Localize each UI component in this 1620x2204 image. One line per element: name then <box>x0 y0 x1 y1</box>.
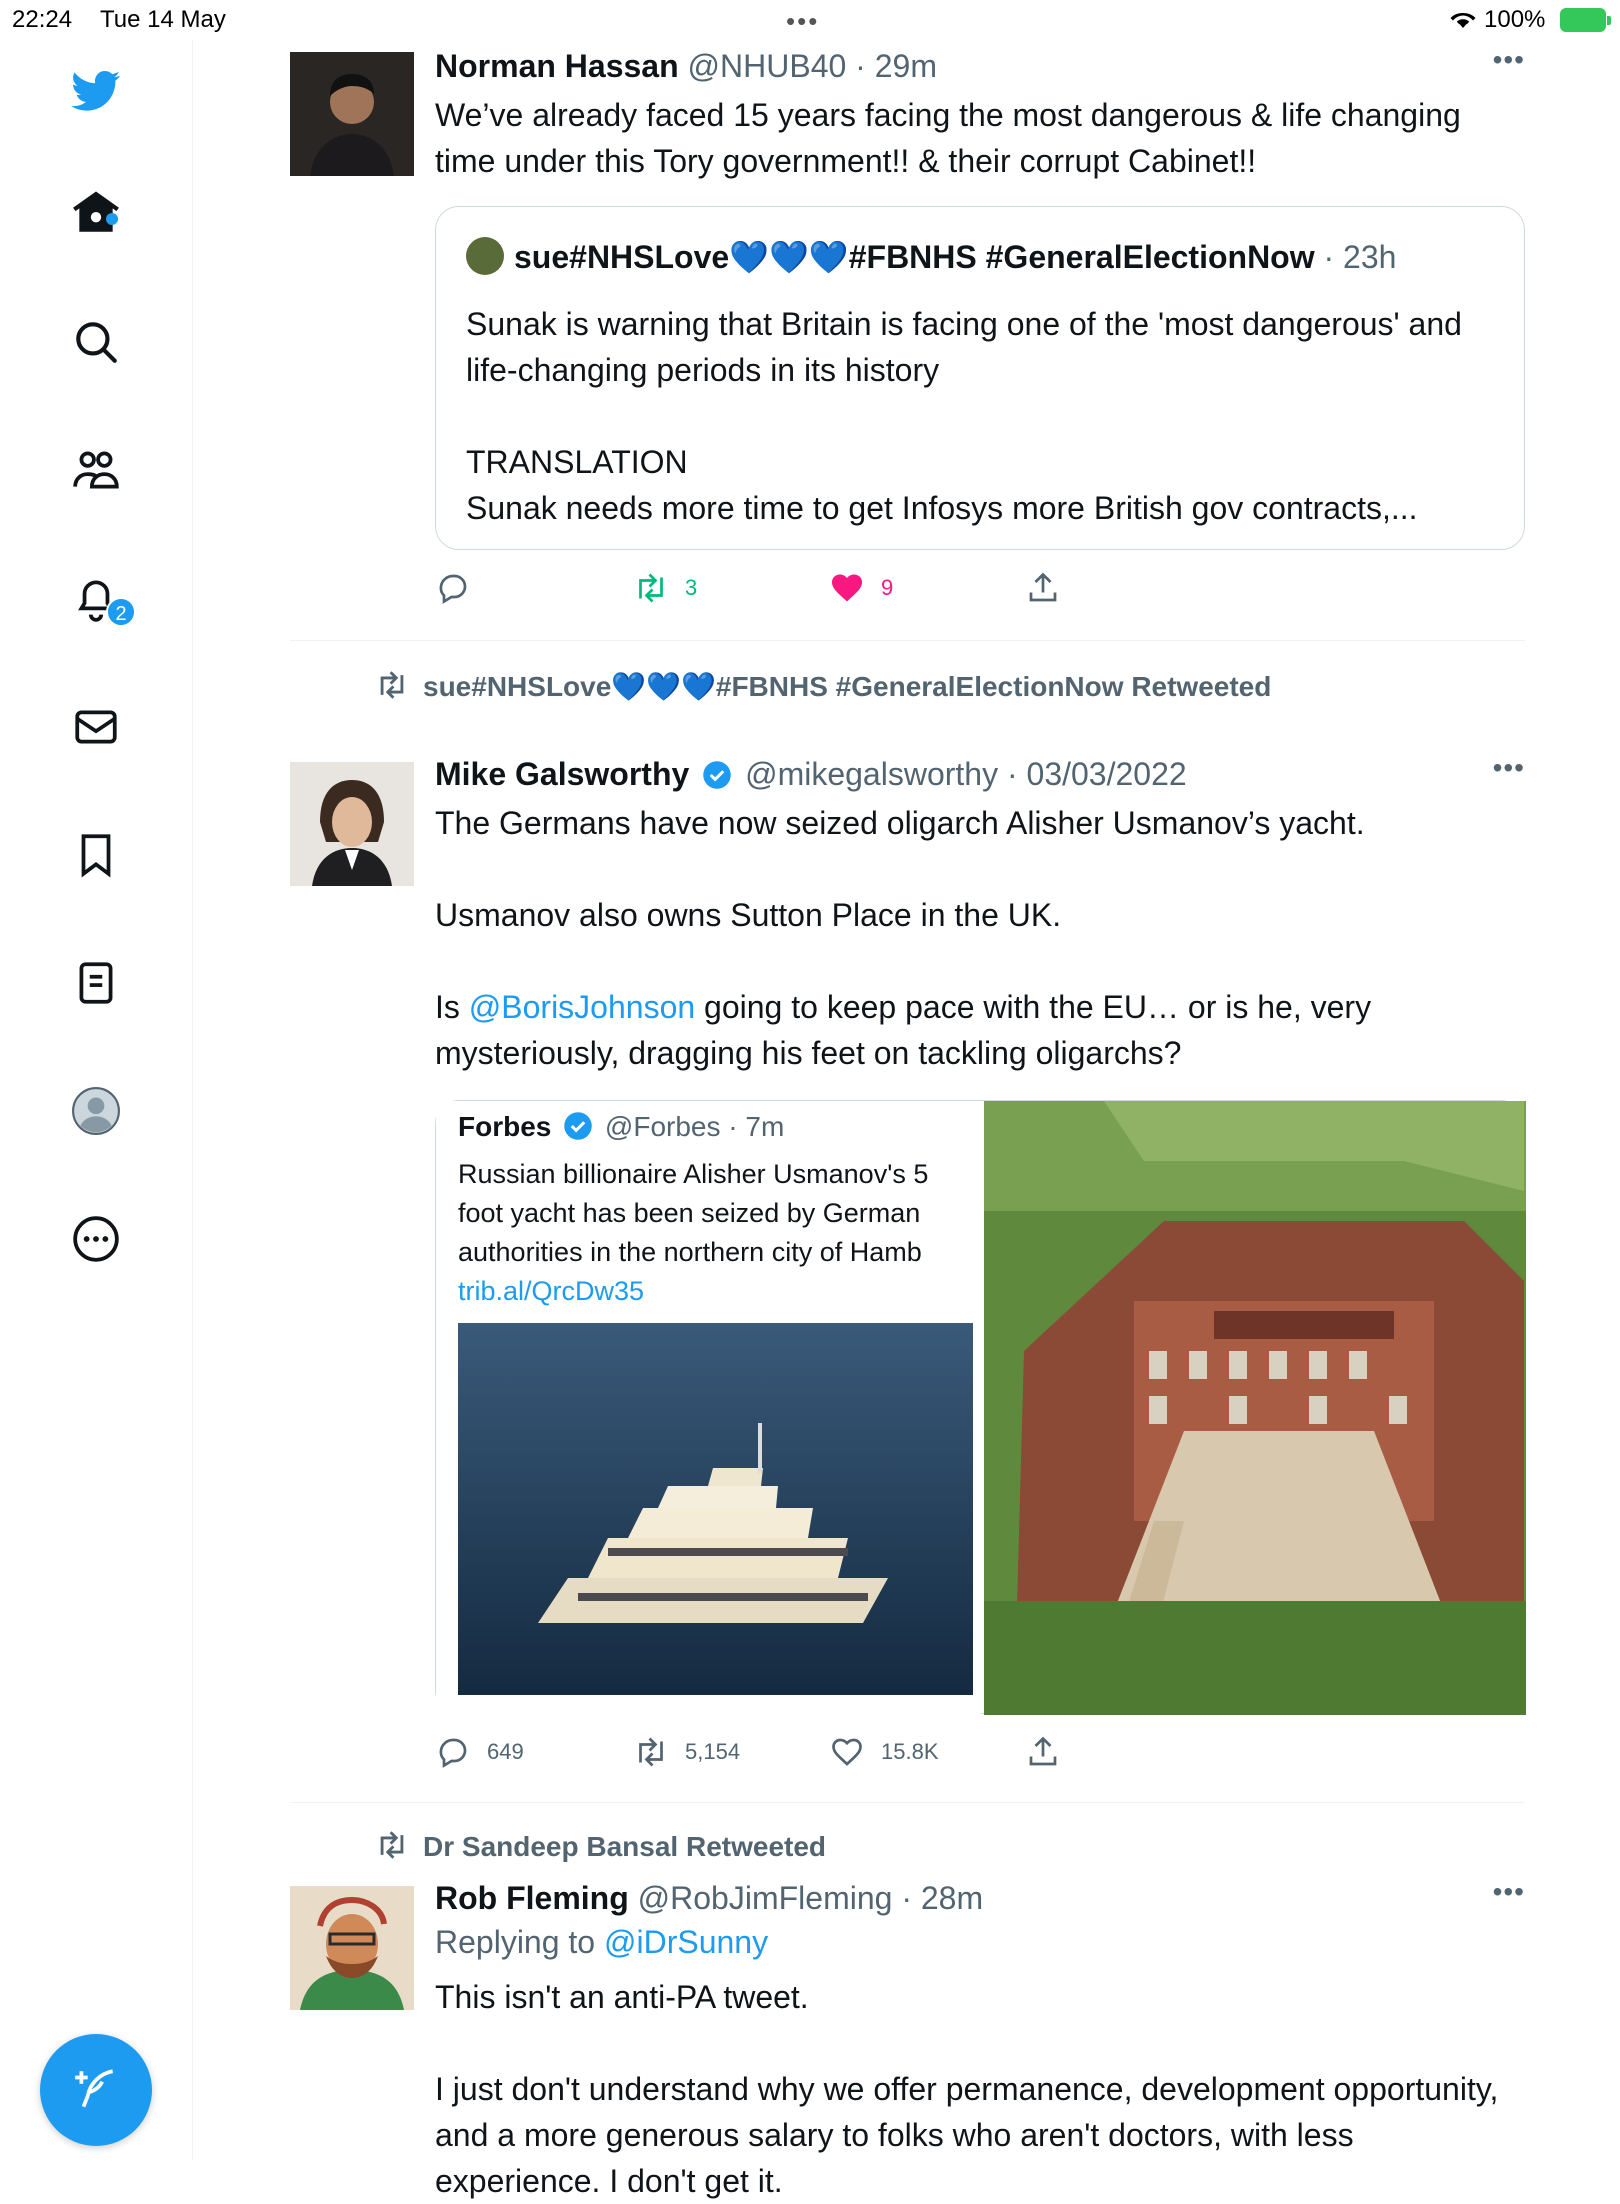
share-button[interactable] <box>1025 570 1077 606</box>
battery-icon <box>1560 8 1606 32</box>
yacht-image <box>458 1323 973 1695</box>
forbes-text-line: Russian billionaire Alisher Usmanov's 5 <box>458 1159 929 1189</box>
share-icon <box>1025 1734 1061 1770</box>
tweet-time[interactable]: 28m <box>920 1880 984 1916</box>
reply-icon <box>435 570 471 606</box>
divider <box>290 640 1525 641</box>
like-button[interactable] <box>829 1734 939 1770</box>
multitasking-dots-icon[interactable]: ••• <box>786 6 820 36</box>
tweet-time[interactable]: 03/03/2022 <box>1026 756 1187 792</box>
tweet-actions <box>435 1734 1115 1774</box>
quoted-avatar <box>466 237 504 275</box>
verified-badge-icon <box>702 760 732 790</box>
forbes-text-line: authorities in the northern city of Hamb <box>458 1237 922 1267</box>
tweet-actions <box>435 570 1115 610</box>
retweet-icon <box>375 1828 409 1862</box>
tweet-time[interactable]: 29m <box>874 48 937 84</box>
reply-icon <box>435 1734 471 1770</box>
search-icon[interactable] <box>66 312 126 372</box>
author-handle[interactable]: @NHUB40 <box>687 48 847 84</box>
avatar[interactable] <box>290 52 414 176</box>
notifications-badge: 2 <box>106 597 136 627</box>
like-count: 15.8K <box>881 1739 939 1764</box>
tweet-text-part-2: going to keep pace with the EU… or is he, very mysteriously, dragging his feet on tackling oligarchs? <box>435 989 1380 1071</box>
quoted-author-name: sue#NHSLove💙💙💙#FBNHS #GeneralElectionNow <box>514 239 1315 275</box>
divider <box>290 1802 1525 1803</box>
avatar[interactable] <box>290 1886 414 2010</box>
retweeted-by <box>375 668 1271 703</box>
mention-link[interactable]: @BorisJohnson <box>468 989 696 1025</box>
more-icon[interactable] <box>66 1209 126 1269</box>
quoted-tweet-text: Sunak is warning that Britain is facing one of the 'most dangerous' and life-changing periods in its history TRANSLATION Sunak needs more time to get Infosys more British gov contracts,... <box>466 306 1462 526</box>
reply-button[interactable] <box>435 570 487 606</box>
retweet-count: 3 <box>685 575 698 600</box>
compose-tweet-icon <box>71 2065 121 2115</box>
communities-icon[interactable] <box>66 440 126 500</box>
forbes-link: trib.al/QrcDw35 <box>458 1276 645 1306</box>
retweeted-by-label[interactable]: Dr Sandeep Bansal Retweeted <box>423 1831 827 1862</box>
home-unread-dot <box>106 213 118 225</box>
more-options-icon[interactable]: ••• <box>1492 44 1525 75</box>
forbes-text-line: foot yacht has been seized by German <box>458 1198 921 1228</box>
reply-count: 649 <box>487 1739 524 1764</box>
media-image-forbes-screenshot[interactable] <box>436 1101 981 1715</box>
tweet-header: Rob Fleming @RobJimFleming · 28m <box>435 1880 984 1916</box>
reply-button[interactable] <box>435 1734 524 1770</box>
status-time: 22:24 <box>12 6 73 33</box>
replying-to <box>435 1920 1525 1964</box>
retweet-button[interactable] <box>633 1734 740 1770</box>
more-options-icon[interactable]: ••• <box>1492 1876 1525 1907</box>
replying-to-label: Replying to <box>435 1924 604 1960</box>
share-button[interactable] <box>1025 1734 1077 1770</box>
wifi-icon <box>1448 6 1478 37</box>
heart-icon <box>829 1734 865 1770</box>
retweet-icon <box>633 570 669 606</box>
heart-filled-icon <box>829 570 865 606</box>
share-icon <box>1025 570 1061 606</box>
more-options-icon[interactable]: ••• <box>1492 752 1525 783</box>
sidebar <box>0 40 193 2160</box>
forbes-text <box>458 1155 978 1311</box>
forbes-header <box>458 1111 784 1143</box>
tweet-text: We’ve already faced 15 years facing the most dangerous & life changing time under this Tory government!! & their corrupt Cabinet!! <box>435 97 1470 179</box>
lists-icon[interactable] <box>66 953 126 1013</box>
profile-icon[interactable] <box>66 1081 126 1141</box>
messages-icon[interactable] <box>66 697 126 757</box>
tweet-media[interactable] <box>435 1100 1525 1714</box>
retweet-button[interactable] <box>633 570 697 606</box>
retweeted-by <box>375 1828 826 1863</box>
bookmarks-icon[interactable] <box>66 825 126 885</box>
forbes-name: Forbes <box>458 1111 552 1142</box>
like-button[interactable] <box>829 570 893 606</box>
battery-percent: 100% <box>1484 6 1546 33</box>
retweeted-by-label[interactable]: sue#NHSLove💙💙💙#FBNHS #GeneralElectionNow Retweeted <box>423 671 1272 702</box>
quoted-tweet[interactable] <box>435 206 1525 550</box>
retweet-icon <box>633 1734 669 1770</box>
forbes-handle: @Forbes · 7m <box>604 1111 785 1142</box>
tweet-header: Mike Galsworthy @mikegalsworthy · 03/03/2022 <box>435 756 1187 792</box>
twitter-logo-icon[interactable] <box>66 61 126 121</box>
author-name[interactable]: Rob Fleming <box>435 1880 629 1916</box>
media-image-sutton-place[interactable] <box>984 1101 1526 1715</box>
retweet-count: 5,154 <box>685 1739 741 1764</box>
compose-tweet-button[interactable] <box>40 2034 152 2146</box>
avatar[interactable] <box>290 762 414 886</box>
replying-to-handle[interactable]: @iDrSunny <box>603 1924 769 1960</box>
tweet-text-part-1: The Germans have now seized oligarch Alisher Usmanov’s yacht. Usmanov also owns Sutton Place in the UK. Is <box>435 805 1365 1025</box>
home-icon[interactable] <box>66 183 126 243</box>
status-bar <box>0 0 1620 40</box>
like-count: 9 <box>881 575 894 600</box>
retweet-icon <box>375 668 409 702</box>
verified-badge-icon <box>563 1111 593 1141</box>
tweet-header: Norman Hassan @NHUB40 · 29m <box>435 48 937 84</box>
status-date: Tue 14 May <box>100 6 226 33</box>
tweet-text <box>435 800 1525 1076</box>
quoted-tweet-time: 23h <box>1343 239 1397 275</box>
quoted-tweet-header: sue#NHSLove💙💙💙#FBNHS #GeneralElectionNow · 23h <box>466 235 1396 279</box>
author-handle[interactable]: @mikegalsworthy <box>745 756 999 792</box>
tweet-text: This isn't an anti-PA tweet. I just don't understand why we offer permanence, development opportunity, and a more generous salary to folks who aren't doctors, with less experience. I don't get it. <box>435 1979 1499 2199</box>
author-name[interactable]: Mike Galsworthy <box>435 756 690 792</box>
author-name[interactable]: Norman Hassan <box>435 48 679 84</box>
author-handle[interactable]: @RobJimFleming <box>637 1880 893 1916</box>
